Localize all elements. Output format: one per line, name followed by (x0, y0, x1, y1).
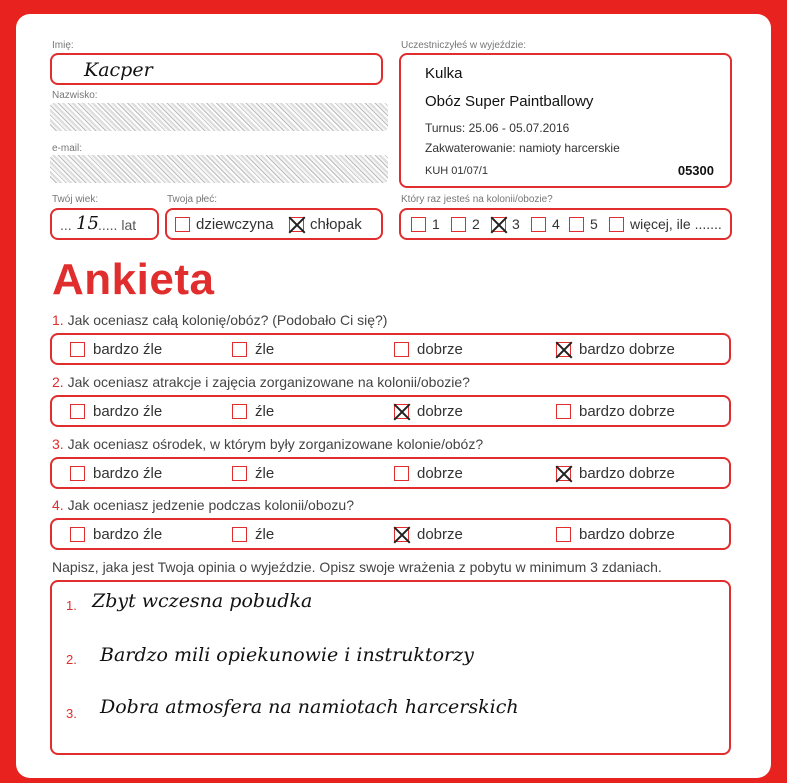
checkbox-icon[interactable] (70, 527, 85, 542)
rating-option-label: źle (255, 525, 275, 543)
checkbox-icon[interactable] (569, 217, 584, 232)
rating-option-label: dobrze (417, 464, 463, 482)
question-label: Jak oceniasz jedzenie podczas kolonii/obozu? (67, 497, 354, 513)
email-redacted (50, 155, 388, 183)
nazwisko-label: Nazwisko: (52, 90, 98, 101)
times-option-label: więcej, ile ....... (630, 216, 722, 232)
camp-name: Kulka (425, 65, 463, 82)
question-3-text (52, 436, 483, 452)
checkbox-icon[interactable] (609, 217, 624, 232)
times-option-1[interactable] (411, 210, 440, 238)
rating-option-label: bardzo źle (93, 402, 163, 420)
rating-option-label: źle (255, 464, 275, 482)
checkbox-icon[interactable] (70, 342, 85, 357)
rating-option[interactable] (394, 459, 463, 487)
rating-option-label: bardzo źle (93, 464, 163, 482)
opinion-line-text: Zbyt wczesna pobudka (92, 590, 313, 612)
question-2-options (50, 395, 731, 427)
question-4-text (52, 497, 354, 513)
gender-option-girl[interactable] (175, 210, 274, 238)
times-option-5[interactable] (569, 210, 598, 238)
checkbox-icon[interactable] (531, 217, 546, 232)
rating-option-label: bardzo dobrze (579, 525, 675, 543)
opinion-prompt: Napisz, jaka jest Twoja opinia o wyjeździe. Opisz swoje wrażenia z pobytu w minimum 3 zdaniach. (52, 559, 662, 575)
survey-title: Ankieta (52, 255, 215, 304)
times-option-label: 1 (432, 216, 440, 232)
question-number: 1. (52, 312, 64, 328)
rating-option[interactable] (394, 397, 463, 425)
times-field (399, 208, 732, 240)
age-label: Twój wiek: (52, 194, 99, 205)
age-suffix: ..... lat (98, 217, 137, 233)
checkbox-icon[interactable] (175, 217, 190, 232)
uczestnicz-label: Uczestniczyłeś w wyjeździe: (401, 40, 527, 51)
rating-option-label: bardzo źle (93, 340, 163, 358)
rating-option[interactable] (556, 520, 675, 548)
checkbox-icon[interactable] (451, 217, 466, 232)
checked-checkbox-icon[interactable] (556, 466, 571, 481)
question-number: 4. (52, 497, 64, 513)
times-option-4[interactable] (531, 210, 560, 238)
times-option-label: 5 (590, 216, 598, 232)
age-value: 15 (76, 213, 99, 234)
age-prefix: ... (60, 217, 72, 233)
rating-option-label: źle (255, 402, 275, 420)
times-option-2[interactable] (451, 210, 480, 238)
imie-value: Kacper (84, 59, 153, 81)
camp-number: 05300 (677, 163, 714, 178)
checkbox-icon[interactable] (232, 342, 247, 357)
question-number: 2. (52, 374, 64, 390)
rating-option[interactable] (556, 335, 675, 363)
gender-label: Twoja płeć: (167, 194, 218, 205)
rating-option[interactable] (556, 459, 675, 487)
age-field[interactable] (50, 208, 159, 240)
gender-option-label: chłopak (310, 215, 362, 233)
checkbox-icon[interactable] (556, 527, 571, 542)
rating-option[interactable] (232, 520, 274, 548)
rating-option-label: dobrze (417, 402, 463, 420)
rating-option[interactable] (70, 397, 162, 425)
times-option-more[interactable] (609, 210, 722, 238)
camp-type: Obóz Super Paintballowy (425, 93, 594, 110)
imie-label: Imię: (52, 40, 74, 51)
checked-checkbox-icon[interactable] (491, 217, 506, 232)
rating-option[interactable] (232, 335, 274, 363)
rating-option[interactable] (556, 397, 675, 425)
opinion-line-number: 3. (66, 706, 77, 721)
question-label: Jak oceniasz całą kolonię/obóz? (Podobało Ci się?) (67, 312, 388, 328)
gender-field (165, 208, 383, 240)
checkbox-icon[interactable] (70, 404, 85, 419)
question-1-text (52, 312, 387, 328)
times-option-3[interactable] (491, 210, 520, 238)
rating-option-label: dobrze (417, 340, 463, 358)
times-option-label: 3 (512, 216, 520, 232)
checkbox-icon[interactable] (70, 466, 85, 481)
checkbox-icon[interactable] (411, 217, 426, 232)
question-label: Jak oceniasz atrakcje i zajęcia zorganizowane na kolonii/obozie? (67, 374, 470, 390)
checkbox-icon[interactable] (394, 342, 409, 357)
rating-option[interactable] (232, 459, 274, 487)
question-4-options (50, 518, 731, 550)
times-label: Który raz jesteś na kolonii/obozie? (401, 194, 553, 205)
rating-option-label: dobrze (417, 525, 463, 543)
rating-option-label: bardzo dobrze (579, 340, 675, 358)
rating-option[interactable] (394, 520, 463, 548)
rating-option[interactable] (394, 335, 463, 363)
rating-option[interactable] (70, 459, 162, 487)
opinion-box[interactable] (50, 580, 731, 755)
times-option-label: 2 (472, 216, 480, 232)
rating-option[interactable] (232, 397, 274, 425)
nazwisko-redacted (50, 103, 388, 131)
imie-field[interactable] (50, 53, 383, 85)
checkbox-icon[interactable] (232, 466, 247, 481)
checked-checkbox-icon[interactable] (556, 342, 571, 357)
question-number: 3. (52, 436, 64, 452)
checkbox-icon[interactable] (394, 466, 409, 481)
camp-code: KUH 01/07/1 (425, 165, 488, 177)
opinion-line-text: Dobra atmosfera na namiotach harcerskich (100, 696, 519, 718)
question-2-text (52, 374, 470, 390)
rating-option[interactable] (70, 520, 162, 548)
turnus: Turnus: 25.06 - 05.07.2016 (425, 121, 570, 135)
zakwaterowanie: Zakwaterowanie: namioty harcerskie (425, 141, 620, 155)
checkbox-icon[interactable] (232, 404, 247, 419)
rating-option-label: źle (255, 340, 275, 358)
email-label: e-mail: (52, 143, 83, 154)
rating-option[interactable] (70, 335, 162, 363)
opinion-line-text: Bardzo mili opiekunowie i instruktorzy (100, 644, 474, 666)
camp-info-box (399, 53, 732, 188)
checked-checkbox-icon[interactable] (394, 527, 409, 542)
question-1-options (50, 333, 731, 365)
times-option-label: 4 (552, 216, 560, 232)
checked-checkbox-icon[interactable] (394, 404, 409, 419)
rating-option-label: bardzo dobrze (579, 402, 675, 420)
checkbox-icon[interactable] (556, 404, 571, 419)
question-label: Jak oceniasz ośrodek, w którym były zorganizowane kolonie/obóz? (67, 436, 484, 452)
question-3-options (50, 457, 731, 489)
gender-option-label: dziewczyna (196, 215, 274, 233)
opinion-line-number: 1. (66, 598, 77, 613)
checkbox-icon[interactable] (232, 527, 247, 542)
checked-checkbox-icon[interactable] (289, 217, 304, 232)
gender-option-boy[interactable] (289, 210, 362, 238)
opinion-line-number: 2. (66, 652, 77, 667)
rating-option-label: bardzo dobrze (579, 464, 675, 482)
rating-option-label: bardzo źle (93, 525, 163, 543)
